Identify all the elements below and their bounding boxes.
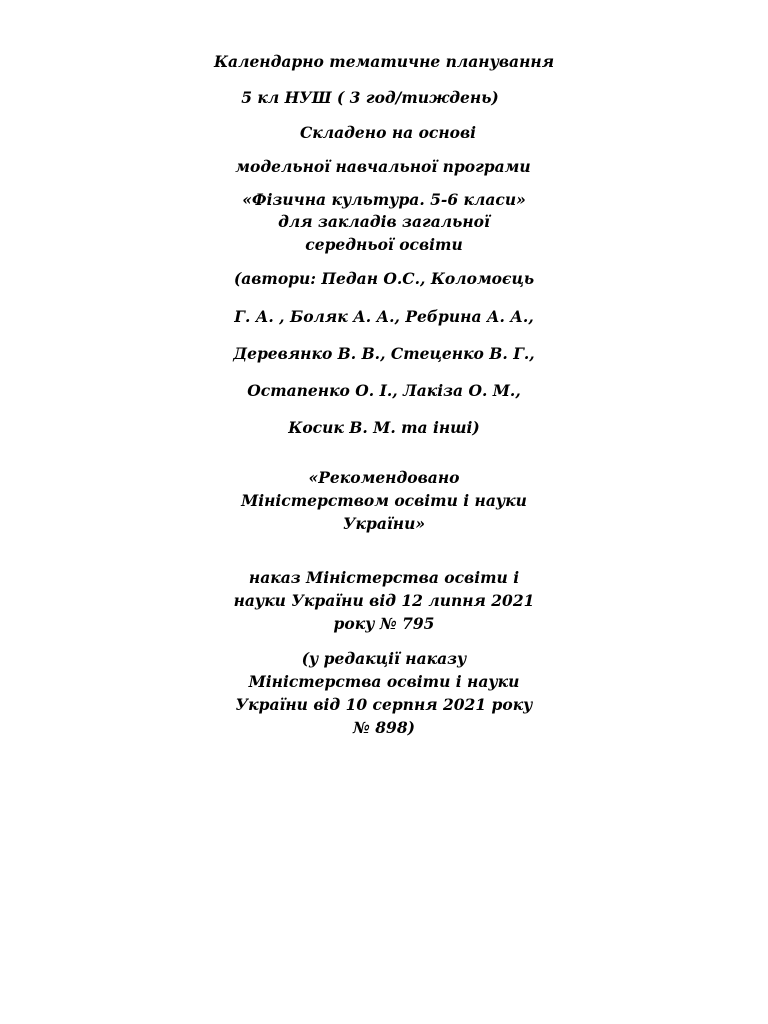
authors-line: Остапенко О. І., Лакіза О. М., [247, 381, 521, 400]
revision-block [0, 647, 768, 739]
recommended-line: України» [342, 514, 426, 533]
authors-line: (автори: Педан О.С., Коломоєць [233, 269, 535, 288]
recommended-line: Міністерством освіти і науки [241, 491, 527, 510]
recommended-line: «Рекомендовано [308, 468, 460, 487]
revision-line: України від 10 серпня 2021 року [235, 695, 533, 714]
authors-line: Деревянко В. В., Стеценко В. Г., [233, 344, 535, 363]
revision-line: № 898) [353, 718, 415, 737]
program-line: модельної навчальної програми [235, 157, 531, 176]
grade-line: 5 кл НУШ ( 3 год/тиждень) [241, 88, 499, 107]
program-name-line: середньої освіти [305, 235, 463, 254]
program-name-line: для закладів загальної [278, 212, 490, 231]
document-title: Календарно тематичне планування [213, 52, 555, 71]
order-line: науки України від 12 липня 2021 [233, 591, 535, 610]
authors-line: Косик В. М. та інші) [288, 418, 480, 437]
program-name [0, 188, 768, 257]
revision-line: (у редакції наказу [301, 649, 467, 668]
program-name-line: «Фізична культура. 5-6 класи» [242, 190, 526, 209]
authors-line: Г. А. , Боляк А. А., Ребрина А. А., [234, 307, 534, 326]
based-on-line: Складено на основі [299, 123, 477, 142]
order-line: року № 795 [333, 614, 435, 633]
order-block [0, 566, 768, 635]
recommended-block [0, 466, 768, 535]
order-line: наказ Міністерства освіти і [248, 568, 520, 587]
revision-line: Міністерства освіти і науки [248, 672, 520, 691]
